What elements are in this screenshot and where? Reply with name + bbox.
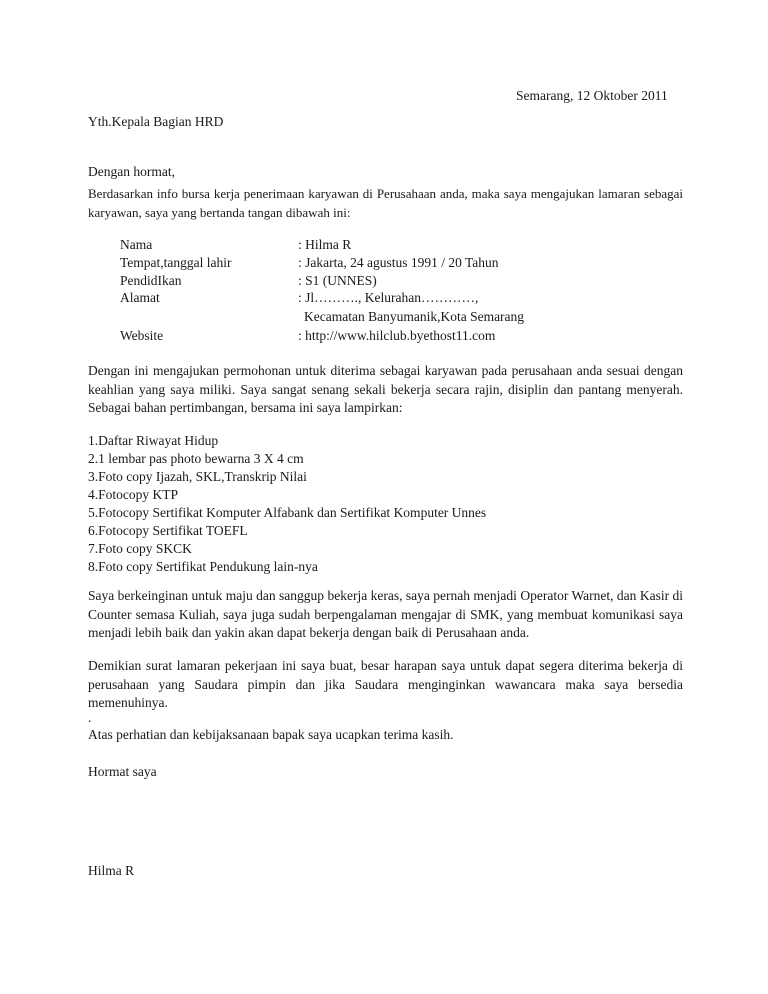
detail-label-alamat: Alamat bbox=[120, 290, 160, 305]
attachment-list bbox=[88, 432, 486, 576]
request-paragraph: Dengan ini mengajukan permohonan untuk diterima sebagai karyawan pada perusahaan anda sesuai dengan keahlian yang saya miliki. Saya sangat senang sekali bekerja secara rajin, disiplin dan pantang menyerah. Sebagai bahan pertimbangan, bersama ini saya lampirkan: bbox=[88, 363, 683, 415]
sign-off: Hormat saya bbox=[88, 764, 157, 779]
detail-value-ttl: : Jakarta, 24 agustus 1991 / 20 Tahun bbox=[298, 255, 499, 270]
thanks-line: Atas perhatian dan kebijaksanaan bapak saya ucapkan terima kasih. bbox=[88, 727, 454, 742]
stray-dot: . bbox=[88, 710, 92, 725]
detail-label-pendidikan: PendidIkan bbox=[120, 273, 182, 288]
list-item: 4.Fotocopy KTP bbox=[88, 487, 179, 502]
recipient: Yth.Kepala Bagian HRD bbox=[88, 114, 224, 129]
list-item: 5.Fotocopy Sertifikat Komputer Alfabank dan Sertifikat Komputer Unnes bbox=[88, 505, 487, 520]
detail-value-pendidikan: : S1 (UNNES) bbox=[298, 273, 377, 288]
list-item: 8.Foto copy Sertifikat Pendukung lain-nya bbox=[88, 559, 318, 574]
motivation-paragraph: Saya berkeinginan untuk maju dan sanggup bekerja keras, saya pernah menjadi Operator Warnet, dan Kasir di Counter semasa Kuliah, saya juga sudah berpengalaman mengajar di SMK, yang membuat komunikasi saya menjadi lebih baik dan yakin akan dapat bekerja dengan baik di Perusahaan anda. bbox=[88, 588, 683, 640]
closing-paragraph: Demikian surat lamaran pekerjaan ini saya buat, besar harapan saya untuk dapat segera diterima bekerja di perusahaan yang Saudara pimpin dan jika Saudara menginginkan wawancara maka saya bersedia memenuhinya. bbox=[88, 658, 683, 710]
intro-paragraph: Berdasarkan info bursa kerja penerimaan karyawan di Perusahaan anda, maka saya mengajukan lamaran sebagai karyawan, saya yang bertanda tangan dibawah ini: bbox=[88, 186, 683, 220]
detail-label-website: Website bbox=[120, 328, 164, 343]
detail-label-ttl: Tempat,tanggal lahir bbox=[120, 255, 232, 270]
detail-value-website: : http://www.hilclub.byethost11.com bbox=[298, 328, 496, 343]
detail-value-alamat: : Jl………., Kelurahan…………, bbox=[298, 290, 479, 305]
detail-label-nama: Nama bbox=[120, 237, 153, 252]
detail-value-alamat-line2: Kecamatan Banyumanik,Kota Semarang bbox=[304, 309, 525, 324]
list-item: 6.Fotocopy Sertifikat TOEFL bbox=[88, 523, 248, 538]
list-item: 7.Foto copy SKCK bbox=[88, 541, 192, 556]
list-item: 2.1 lembar pas photo bewarna 3 X 4 cm bbox=[88, 451, 304, 466]
date-line: Semarang, 12 Oktober 2011 bbox=[516, 88, 668, 103]
list-item: 1.Daftar Riwayat Hidup bbox=[88, 433, 219, 448]
greeting: Dengan hormat, bbox=[88, 164, 175, 179]
detail-value-nama: : Hilma R bbox=[298, 237, 352, 252]
signature-name: Hilma R bbox=[88, 863, 135, 878]
list-item: 3.Foto copy Ijazah, SKL,Transkrip Nilai bbox=[88, 469, 307, 484]
